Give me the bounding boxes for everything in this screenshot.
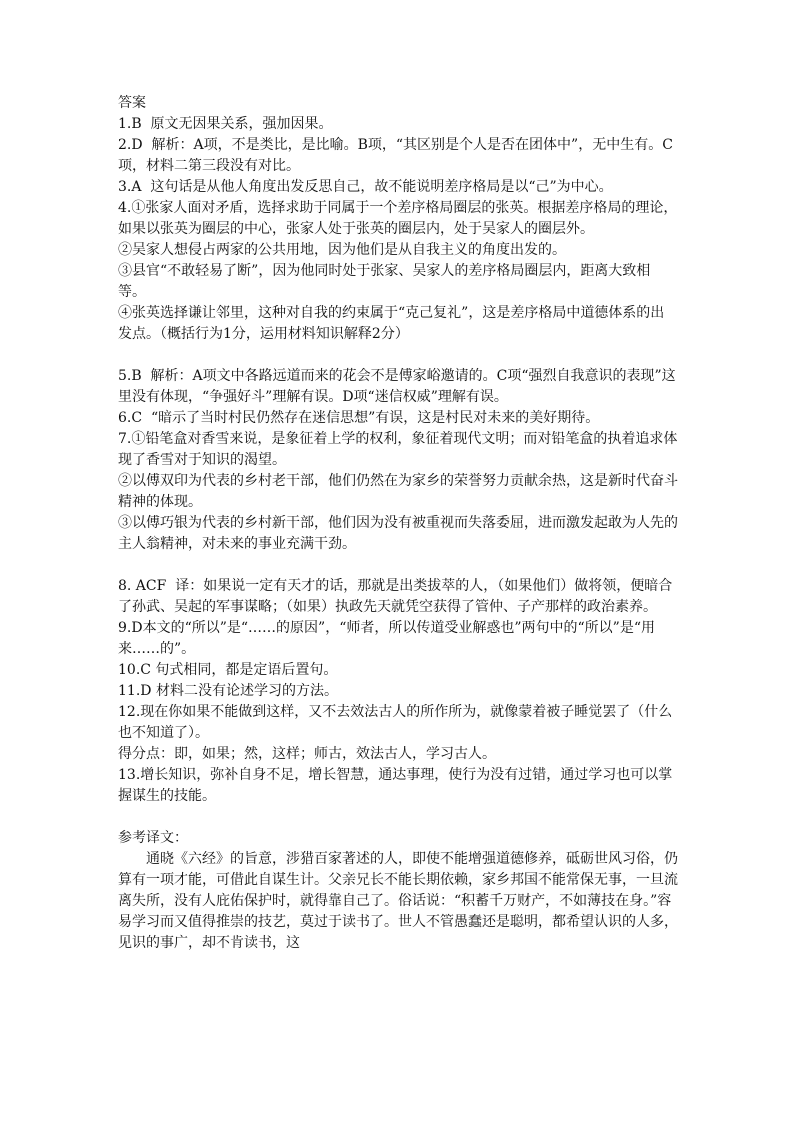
answer-item: ②以傅双印为代表的乡村老干部，他们仍然在为家乡的荣誉努力贡献余热，这是新时代奋斗精神的体现。 [118,473,678,510]
answer-item: 1.B 原文无因果关系，强加因果。 [118,116,333,132]
translation-heading: 参考译文： [118,830,188,846]
answer-item: ③以傅巧银为代表的乡村新干部，他们因为没有被重视而失落委屈，进而激发起敢为人先的主人翁精神，对未来的事业充满干劲。 [118,515,678,552]
answer-item: 3.A 这句话是从他人角度出发反思自己，故不能说明差序格局是以“己”为中心。 [118,179,613,195]
answers-heading: 答案 [118,95,146,111]
answer-item: 6.C “暗示了当时村民仍然存在迷信思想”有误，这是村民对未来的美好期待。 [118,410,600,426]
document-page [118,93,678,954]
answer-item: 11.D 材料二没有论述学习的方法。 [118,683,338,699]
answer-item: 10.C 句式相同，都是定语后置句。 [118,662,338,678]
answer-item: 4.①张家人面对矛盾，选择求助于同属于一个差序格局圈层的张英。根据差序格局的理论，如果以张英为圈层的中心，张家人处于张英的圈层内，处于吴家人的圈层外。 [118,200,678,237]
answer-item: ②吴家人想侵占两家的公共用地，因为他们是从自我主义的角度出发的。 [118,242,566,258]
answer-item: 2.D 解析：A项，不是类比，是比喻。B项，“其区别是个人是否在团体中”，无中生有。C项，材料二第三段没有对比。 [118,137,673,174]
answer-item: 8. ACF 译：如果说一定有天才的话，那就是出类拔萃的人，（如果他们）做将领，便暗合了孙武、吴起的军事谋略；（如果）执政先天就凭空获得了管仲、子产那样的政治素养。 [118,578,673,615]
blank-line [118,345,678,366]
translation-body: 通晓《六经》的旨意，涉猎百家著述的人，即使不能增强道德修养，砥砺世风习俗，仍算有一项才能，可借此自谋生计。父亲兄长不能长期依赖，家乡邦国不能常保无事，一旦流离失所，没有人庇佑保护时，就得靠自己了。俗话说：“积蓄千万财产，不如薄技在身。”容易学习而又值得推崇的技艺，莫过于读书了。世人不管愚蠢还是聪明，都希望认识的人多，见识的事广，却不肯读书，这 [118,851,678,951]
answer-item: 13.增长知识，弥补自身不足，增长智慧，通达事理，使行为没有过错，通过学习也可以掌握谋生的技能。 [118,767,673,804]
blank-line [118,807,678,828]
answer-item: ④张英选择谦让邻里，这种对自我的约束属于“克己复礼”，这是差序格局中道德体系的出发点。（概括行为1分，运用材料知识解释2分） [118,305,665,342]
answer-item: 得分点：即，如果；然，这样；师古，效法古人，学习古人。 [118,746,496,762]
answer-item: 5.B 解析：A项文中各路远道而来的花会不是傅家峪邀请的。C项“强烈自我意识的表现”这里没有体现，“争强好斗”理解有误。D项“迷信权威”理解有误。 [118,368,676,405]
blank-line [118,555,678,576]
answer-item: 7.①铅笔盒对香雪来说，是象征着上学的权利，象征着现代文明；而对铅笔盒的执着追求体现了香雪对于知识的渴望。 [118,431,678,468]
answer-item: 12.现在你如果不能做到这样，又不去效法古人的所作所为，就像蒙着被子睡觉罢了（什么也不知道了）。 [118,704,673,741]
answer-item: 9.D本文的“所以”是“……的原因”，“师者，所以传道受业解惑也”两句中的“所以”是“用来……的”。 [118,620,655,657]
answer-item: ③县官“不敢轻易了断”，因为他同时处于张家、吴家人的差序格局圈层内，距离大致相等。 [118,263,651,300]
